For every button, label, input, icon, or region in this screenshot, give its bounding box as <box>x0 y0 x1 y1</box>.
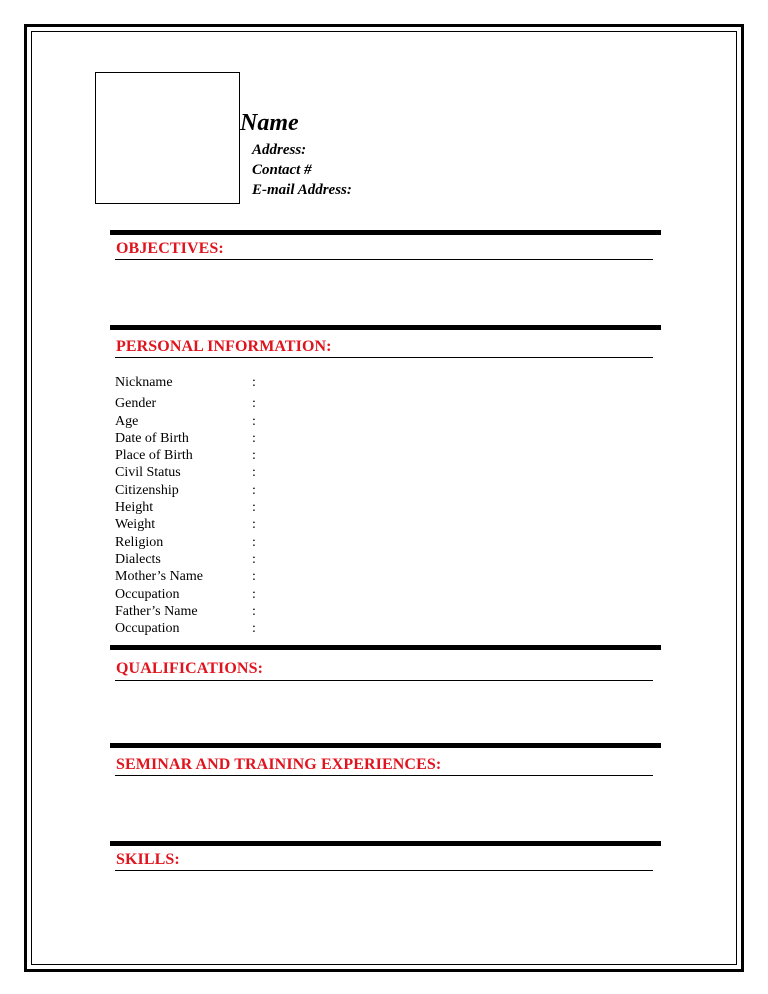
qualifications-heading: QUALIFICATIONS: <box>116 660 263 677</box>
section-divider-thick <box>110 325 661 330</box>
info-label: Place of Birth <box>115 448 193 463</box>
info-row-place-of-birth <box>115 448 256 464</box>
skills-heading: SKILLS: <box>116 851 180 868</box>
section-divider-thin <box>115 680 653 681</box>
section-divider-thin <box>115 775 653 776</box>
info-row-citizenship <box>115 483 256 499</box>
contact-number-label: Contact # <box>252 162 312 178</box>
info-label: Weight <box>115 517 156 532</box>
info-row-mothers-occupation <box>115 587 256 603</box>
info-label: Dialects <box>115 552 161 567</box>
info-row-mothers-name <box>115 569 256 585</box>
info-label: Religion <box>115 535 164 550</box>
info-separator: : <box>252 552 256 567</box>
info-row-age <box>115 414 256 430</box>
info-label: Occupation <box>115 621 180 636</box>
info-separator: : <box>252 414 256 429</box>
info-row-date-of-birth <box>115 431 256 447</box>
info-separator: : <box>252 569 256 584</box>
info-label: Nickname <box>115 375 173 390</box>
info-separator: : <box>252 448 256 463</box>
info-separator: : <box>252 517 256 532</box>
info-row-dialects <box>115 552 256 568</box>
info-label: Occupation <box>115 587 180 602</box>
section-divider-thin <box>115 870 653 871</box>
applicant-name: Name <box>240 110 299 136</box>
info-separator: : <box>252 431 256 446</box>
info-row-fathers-occupation <box>115 621 256 637</box>
info-row-civil-status <box>115 465 256 481</box>
info-label: Civil Status <box>115 465 181 480</box>
section-divider-thick <box>110 743 661 748</box>
section-divider-thick <box>110 841 661 846</box>
info-separator: : <box>252 396 256 411</box>
info-row-weight <box>115 517 256 533</box>
info-label: Age <box>115 414 139 429</box>
address-label: Address: <box>252 142 307 158</box>
info-label: Citizenship <box>115 483 179 498</box>
personal-information-heading: PERSONAL INFORMATION: <box>116 338 332 355</box>
info-row-height <box>115 500 256 516</box>
email-address-label: E-mail Address: <box>252 182 352 198</box>
section-divider-thin <box>115 357 653 358</box>
info-row-gender <box>115 396 256 412</box>
info-row-fathers-name <box>115 604 256 620</box>
info-label: Father’s Name <box>115 604 198 619</box>
section-divider-thick <box>110 230 661 235</box>
info-separator: : <box>252 587 256 602</box>
info-separator: : <box>252 621 256 636</box>
info-row-religion <box>115 535 256 551</box>
seminar-training-heading: SEMINAR AND TRAINING EXPERIENCES: <box>116 756 442 773</box>
section-divider-thick <box>110 645 661 650</box>
section-divider-thin <box>115 259 653 260</box>
info-separator: : <box>252 500 256 515</box>
info-label: Mother’s Name <box>115 569 203 584</box>
info-label: Date of Birth <box>115 431 189 446</box>
info-separator: : <box>252 465 256 480</box>
info-separator: : <box>252 375 256 390</box>
info-label: Gender <box>115 396 157 411</box>
info-separator: : <box>252 483 256 498</box>
objectives-heading: OBJECTIVES: <box>116 240 224 257</box>
info-separator: : <box>252 535 256 550</box>
info-separator: : <box>252 604 256 619</box>
info-row-nickname <box>115 375 256 391</box>
photo-placeholder <box>95 72 240 204</box>
info-label: Height <box>115 500 154 515</box>
